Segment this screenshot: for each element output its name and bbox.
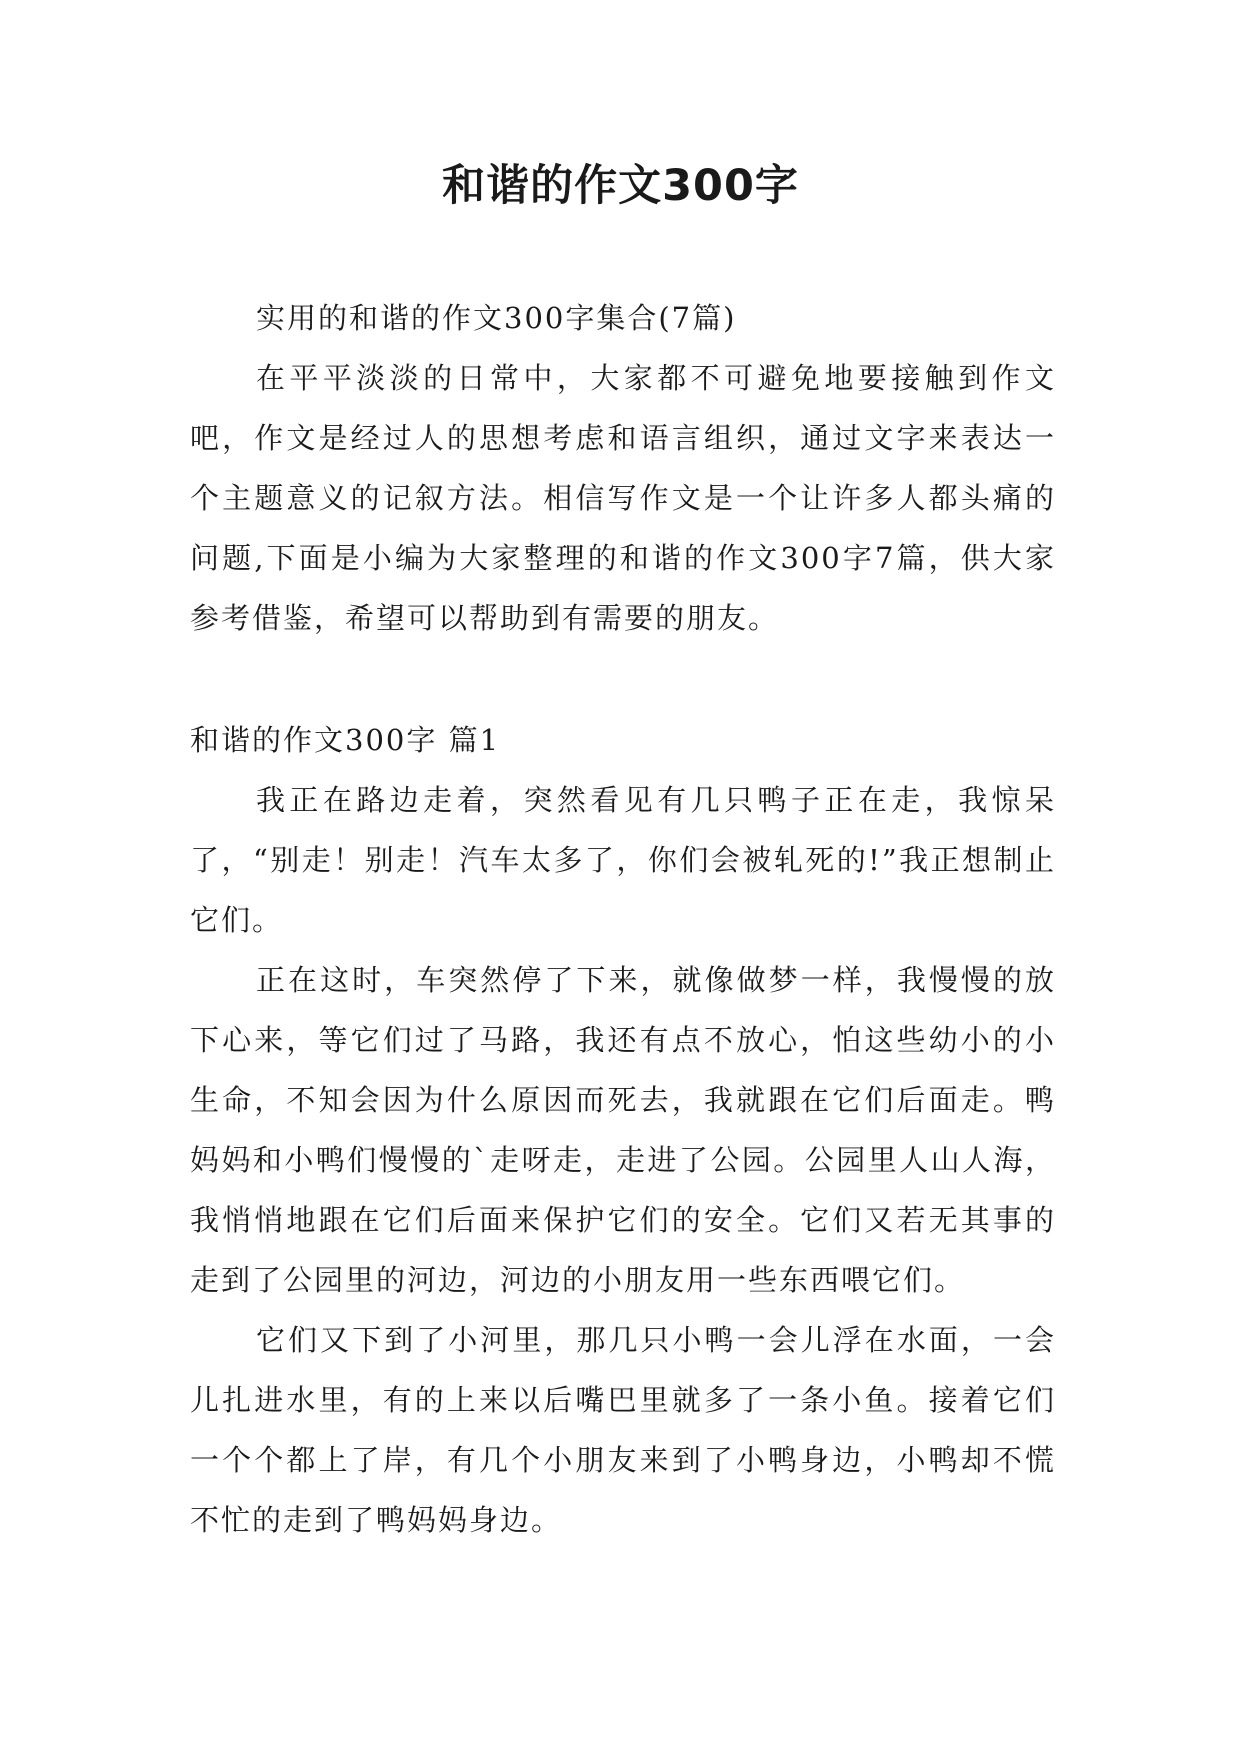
- document-title: 和谐的作文300字: [442, 161, 799, 211]
- section-paragraph-3: 它们又下到了小河里，那几只小鸭一会儿浮在水面，一会儿扎进水里，有的上来以后嘴巴里就多了一条小鱼。接着它们一个个都上了岸，有几个小朋友来到了小鸭身边，小鸭却不慌不忙的走到了鸭妈妈身边。: [190, 1323, 1056, 1537]
- section-heading: 和谐的作文300字 篇1: [190, 723, 501, 757]
- section-paragraph-1: 我正在路边走着，突然看见有几只鸭子正在走，我惊呆了，“别走！别走！汽车太多了，你们会被轧死的!”我正想制止它们。: [190, 783, 1056, 937]
- document-body: [190, 288, 1056, 1550]
- intro-subtitle: 实用的和谐的作文300字集合(7篇): [256, 301, 737, 335]
- intro-paragraph: 在平平淡淡的日常中，大家都不可避免地要接触到作文吧，作文是经过人的思想考虑和语言组织，通过文字来表达一个主题意义的记叙方法。相信写作文是一个让许多人都头痛的问题,下面是小编为大家整理的和谐的作文300字7篇，供大家参考借鉴，希望可以帮助到有需要的朋友。: [190, 361, 1056, 635]
- section-paragraph-2: 正在这时，车突然停了下来，就像做梦一样，我慢慢的放下心来，等它们过了马路，我还有点不放心，怕这些幼小的小生命，不知会因为什么原因而死去，我就跟在它们后面走。鸭妈妈和小鸭们慢慢的`走呀走，走进了公园。公园里人山人海，我悄悄地跟在它们后面来保护它们的安全。它们又若无其事的走到了公园里的河边，河边的小朋友用一些东西喂它们。: [190, 963, 1056, 1297]
